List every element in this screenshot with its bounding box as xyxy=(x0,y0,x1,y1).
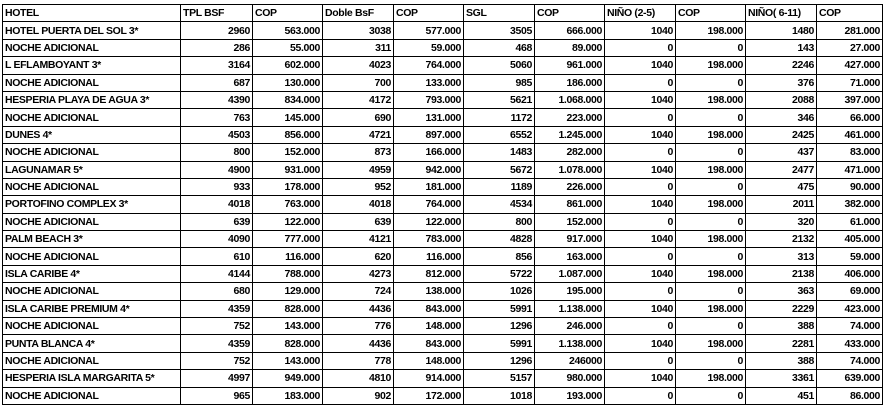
nino-2-5-cop-cell[interactable]: 198.000 xyxy=(676,126,746,143)
sgl-cop-cell[interactable]: 1.138.000 xyxy=(535,335,605,352)
sgl-cell[interactable]: 5991 xyxy=(464,300,535,317)
header-row xyxy=(3,5,883,22)
nino-2-5-cop-cell[interactable]: 198.000 xyxy=(676,370,746,387)
tpl-cop-cell[interactable]: 602.000 xyxy=(253,57,323,74)
hotel-cell[interactable]: NOCHE ADICIONAL xyxy=(3,74,181,91)
doble-bsf-cell[interactable]: 639 xyxy=(323,213,394,230)
sgl-cell[interactable]: 1172 xyxy=(464,109,535,126)
sgl-cell[interactable]: 800 xyxy=(464,213,535,230)
hotel-cell[interactable]: NOCHE ADICIONAL xyxy=(3,178,181,195)
tpl-bsf-cell[interactable]: 3164 xyxy=(181,57,253,74)
nino-2-5-cell[interactable]: 1040 xyxy=(605,196,676,213)
tpl-bsf-cell[interactable]: 752 xyxy=(181,318,253,335)
nino-2-5-cell[interactable]: 0 xyxy=(605,109,676,126)
hotel-cell[interactable]: NOCHE ADICIONAL xyxy=(3,352,181,369)
nino-2-5-cell[interactable]: 0 xyxy=(605,248,676,265)
tpl-bsf-cell[interactable]: 965 xyxy=(181,387,253,404)
tpl-cop-cell[interactable]: 116.000 xyxy=(253,248,323,265)
doble-bsf-cell[interactable]: 4018 xyxy=(323,196,394,213)
nino-2-5-cop-cell[interactable]: 198.000 xyxy=(676,91,746,108)
sgl-cell[interactable]: 4534 xyxy=(464,196,535,213)
tpl-bsf-cell[interactable]: 752 xyxy=(181,352,253,369)
sgl-cop-cell[interactable]: 666.000 xyxy=(535,22,605,39)
tpl-bsf-cell[interactable]: 763 xyxy=(181,109,253,126)
tpl-bsf-cell[interactable]: 800 xyxy=(181,144,253,161)
sgl-cop-cell[interactable]: 961.000 xyxy=(535,57,605,74)
sgl-cop-cell[interactable]: 282.000 xyxy=(535,144,605,161)
tpl-cop-cell[interactable]: 183.000 xyxy=(253,387,323,404)
nino-2-5-cop-cell[interactable]: 0 xyxy=(676,178,746,195)
tpl-bsf-cell[interactable]: 286 xyxy=(181,39,253,56)
sgl-cop-cell[interactable]: 980.000 xyxy=(535,370,605,387)
sgl-cell[interactable]: 4828 xyxy=(464,231,535,248)
sgl-cell[interactable]: 1026 xyxy=(464,283,535,300)
tpl-bsf-cell[interactable]: 639 xyxy=(181,213,253,230)
hotel-cell[interactable]: NOCHE ADICIONAL xyxy=(3,109,181,126)
doble-bsf-cell[interactable]: 4172 xyxy=(323,91,394,108)
nino-2-5-cell[interactable]: 1040 xyxy=(605,265,676,282)
tpl-bsf-cell[interactable]: 2960 xyxy=(181,22,253,39)
tpl-cop-cell[interactable]: 152.000 xyxy=(253,144,323,161)
nino-2-5-cop-cell[interactable]: 198.000 xyxy=(676,57,746,74)
doble-bsf-cell[interactable]: 873 xyxy=(323,144,394,161)
tpl-cop-cell[interactable]: 777.000 xyxy=(253,231,323,248)
nino-6-11-cell[interactable]: 376 xyxy=(746,74,817,91)
sgl-cop-cell[interactable]: 1.138.000 xyxy=(535,300,605,317)
nino-2-5-cell[interactable]: 0 xyxy=(605,387,676,404)
nino-6-11-cop-cell[interactable]: 74.000 xyxy=(817,352,883,369)
header-sgl[interactable]: SGL xyxy=(464,5,535,22)
header-nino-2-5-cop[interactable]: COP xyxy=(676,5,746,22)
doble-cop-cell[interactable]: 148.000 xyxy=(394,352,464,369)
tpl-cop-cell[interactable]: 129.000 xyxy=(253,283,323,300)
doble-bsf-cell[interactable]: 4121 xyxy=(323,231,394,248)
tpl-bsf-cell[interactable]: 4359 xyxy=(181,300,253,317)
nino-2-5-cell[interactable]: 0 xyxy=(605,283,676,300)
table-row xyxy=(3,387,883,404)
doble-bsf-cell[interactable]: 311 xyxy=(323,39,394,56)
doble-cop-cell[interactable]: 577.000 xyxy=(394,22,464,39)
doble-cop-cell[interactable]: 122.000 xyxy=(394,213,464,230)
hotel-cell[interactable]: PALM BEACH 3* xyxy=(3,231,181,248)
doble-bsf-cell[interactable]: 952 xyxy=(323,178,394,195)
hotel-cell[interactable]: HOTEL PUERTA DEL SOL 3* xyxy=(3,22,181,39)
doble-bsf-cell[interactable]: 4810 xyxy=(323,370,394,387)
hotel-cell[interactable]: NOCHE ADICIONAL xyxy=(3,213,181,230)
doble-cop-cell[interactable]: 148.000 xyxy=(394,318,464,335)
doble-cop-cell[interactable]: 116.000 xyxy=(394,248,464,265)
sgl-cell[interactable]: 5621 xyxy=(464,91,535,108)
nino-6-11-cell[interactable]: 2132 xyxy=(746,231,817,248)
nino-6-11-cop-cell[interactable]: 74.000 xyxy=(817,318,883,335)
tpl-bsf-cell[interactable]: 4144 xyxy=(181,265,253,282)
tpl-cop-cell[interactable]: 55.000 xyxy=(253,39,323,56)
nino-6-11-cop-cell[interactable]: 427.000 xyxy=(817,57,883,74)
nino-2-5-cell[interactable]: 1040 xyxy=(605,161,676,178)
hotel-cell[interactable]: NOCHE ADICIONAL xyxy=(3,318,181,335)
doble-bsf-cell[interactable]: 778 xyxy=(323,352,394,369)
sgl-cop-cell[interactable]: 152.000 xyxy=(535,213,605,230)
table-row xyxy=(3,196,883,213)
nino-6-11-cop-cell[interactable]: 382.000 xyxy=(817,196,883,213)
nino-2-5-cell[interactable]: 0 xyxy=(605,74,676,91)
nino-2-5-cop-cell[interactable]: 0 xyxy=(676,39,746,56)
sgl-cop-cell[interactable]: 89.000 xyxy=(535,39,605,56)
header-nino-6-11[interactable]: NIÑO( 6-11) xyxy=(746,5,817,22)
sgl-cell[interactable]: 5722 xyxy=(464,265,535,282)
sgl-cop-cell[interactable]: 1.087.000 xyxy=(535,265,605,282)
tpl-cop-cell[interactable]: 143.000 xyxy=(253,352,323,369)
sgl-cop-cell[interactable]: 246000 xyxy=(535,352,605,369)
sgl-cell[interactable]: 468 xyxy=(464,39,535,56)
tpl-bsf-cell[interactable]: 4997 xyxy=(181,370,253,387)
doble-cop-cell[interactable]: 131.000 xyxy=(394,109,464,126)
nino-2-5-cop-cell[interactable]: 198.000 xyxy=(676,161,746,178)
doble-cop-cell[interactable]: 59.000 xyxy=(394,39,464,56)
tpl-cop-cell[interactable]: 949.000 xyxy=(253,370,323,387)
sgl-cop-cell[interactable]: 163.000 xyxy=(535,248,605,265)
sgl-cell[interactable]: 1483 xyxy=(464,144,535,161)
tpl-bsf-cell[interactable]: 933 xyxy=(181,178,253,195)
nino-2-5-cop-cell[interactable]: 0 xyxy=(676,109,746,126)
nino-6-11-cell[interactable]: 2246 xyxy=(746,57,817,74)
hotel-cell[interactable]: NOCHE ADICIONAL xyxy=(3,387,181,404)
tpl-bsf-cell[interactable]: 4090 xyxy=(181,231,253,248)
doble-cop-cell[interactable]: 897.000 xyxy=(394,126,464,143)
sgl-cell[interactable]: 5157 xyxy=(464,370,535,387)
table-row xyxy=(3,248,883,265)
sgl-cell[interactable]: 5991 xyxy=(464,335,535,352)
tpl-cop-cell[interactable]: 143.000 xyxy=(253,318,323,335)
sgl-cell[interactable]: 5672 xyxy=(464,161,535,178)
hotel-cell[interactable]: HESPERIA PLAYA DE AGUA 3* xyxy=(3,91,181,108)
sgl-cop-cell[interactable]: 1.245.000 xyxy=(535,126,605,143)
tpl-bsf-cell[interactable]: 4359 xyxy=(181,335,253,352)
nino-2-5-cop-cell[interactable]: 0 xyxy=(676,352,746,369)
doble-bsf-cell[interactable]: 620 xyxy=(323,248,394,265)
table-row xyxy=(3,144,883,161)
table-row xyxy=(3,283,883,300)
sgl-cell[interactable]: 985 xyxy=(464,74,535,91)
sgl-cop-cell[interactable]: 186.000 xyxy=(535,74,605,91)
doble-bsf-cell[interactable]: 4721 xyxy=(323,126,394,143)
nino-2-5-cell[interactable]: 1040 xyxy=(605,57,676,74)
nino-2-5-cell[interactable]: 0 xyxy=(605,352,676,369)
nino-6-11-cop-cell[interactable]: 83.000 xyxy=(817,144,883,161)
header-sgl-cop[interactable]: COP xyxy=(535,5,605,22)
nino-6-11-cell[interactable]: 363 xyxy=(746,283,817,300)
nino-6-11-cop-cell[interactable]: 281.000 xyxy=(817,22,883,39)
nino-2-5-cell[interactable]: 0 xyxy=(605,318,676,335)
nino-6-11-cop-cell[interactable]: 406.000 xyxy=(817,265,883,282)
sgl-cop-cell[interactable]: 226.000 xyxy=(535,178,605,195)
table-row xyxy=(3,161,883,178)
hotel-cell[interactable]: NOCHE ADICIONAL xyxy=(3,283,181,300)
doble-bsf-cell[interactable]: 776 xyxy=(323,318,394,335)
tpl-cop-cell[interactable]: 145.000 xyxy=(253,109,323,126)
nino-6-11-cell[interactable]: 2281 xyxy=(746,335,817,352)
doble-cop-cell[interactable]: 172.000 xyxy=(394,387,464,404)
table-row xyxy=(3,335,883,352)
nino-2-5-cop-cell[interactable]: 0 xyxy=(676,283,746,300)
doble-cop-cell[interactable]: 812.000 xyxy=(394,265,464,282)
nino-2-5-cop-cell[interactable]: 0 xyxy=(676,213,746,230)
tpl-cop-cell[interactable]: 931.000 xyxy=(253,161,323,178)
header-doble-cop[interactable]: COP xyxy=(394,5,464,22)
nino-2-5-cop-cell[interactable]: 198.000 xyxy=(676,265,746,282)
nino-6-11-cell[interactable]: 346 xyxy=(746,109,817,126)
sgl-cop-cell[interactable]: 223.000 xyxy=(535,109,605,126)
table-row xyxy=(3,57,883,74)
header-doble-bsf[interactable]: Doble BsF xyxy=(323,5,394,22)
nino-6-11-cell[interactable]: 388 xyxy=(746,318,817,335)
tpl-bsf-cell[interactable]: 4390 xyxy=(181,91,253,108)
doble-bsf-cell[interactable]: 3038 xyxy=(323,22,394,39)
tpl-cop-cell[interactable]: 828.000 xyxy=(253,335,323,352)
spreadsheet-area xyxy=(2,4,883,405)
tpl-cop-cell[interactable]: 178.000 xyxy=(253,178,323,195)
doble-cop-cell[interactable]: 843.000 xyxy=(394,300,464,317)
nino-2-5-cell[interactable]: 1040 xyxy=(605,231,676,248)
table-row xyxy=(3,231,883,248)
doble-bsf-cell[interactable]: 4273 xyxy=(323,265,394,282)
nino-2-5-cell[interactable]: 0 xyxy=(605,39,676,56)
table-row xyxy=(3,74,883,91)
sgl-cop-cell[interactable]: 193.000 xyxy=(535,387,605,404)
nino-6-11-cell[interactable]: 2425 xyxy=(746,126,817,143)
nino-2-5-cop-cell[interactable]: 198.000 xyxy=(676,231,746,248)
tpl-cop-cell[interactable]: 763.000 xyxy=(253,196,323,213)
nino-6-11-cell[interactable]: 313 xyxy=(746,248,817,265)
tpl-bsf-cell[interactable]: 4900 xyxy=(181,161,253,178)
hotel-cell[interactable]: ISLA CARIBE 4* xyxy=(3,265,181,282)
hotel-cell[interactable]: ISLA CARIBE PREMIUM 4* xyxy=(3,300,181,317)
doble-cop-cell[interactable]: 166.000 xyxy=(394,144,464,161)
nino-2-5-cell[interactable]: 1040 xyxy=(605,22,676,39)
nino-6-11-cop-cell[interactable]: 461.000 xyxy=(817,126,883,143)
nino-6-11-cop-cell[interactable]: 423.000 xyxy=(817,300,883,317)
nino-2-5-cell[interactable]: 0 xyxy=(605,144,676,161)
nino-6-11-cell[interactable]: 143 xyxy=(746,39,817,56)
nino-6-11-cop-cell[interactable]: 397.000 xyxy=(817,91,883,108)
nino-6-11-cop-cell[interactable]: 86.000 xyxy=(817,387,883,404)
table-row xyxy=(3,178,883,195)
hotel-cell[interactable]: HESPERIA ISLA MARGARITA 5* xyxy=(3,370,181,387)
table-row xyxy=(3,39,883,56)
doble-bsf-cell[interactable]: 4959 xyxy=(323,161,394,178)
nino-6-11-cell[interactable]: 320 xyxy=(746,213,817,230)
nino-6-11-cop-cell[interactable]: 61.000 xyxy=(817,213,883,230)
nino-6-11-cop-cell[interactable]: 433.000 xyxy=(817,335,883,352)
doble-bsf-cell[interactable]: 4436 xyxy=(323,300,394,317)
sgl-cop-cell[interactable]: 246.000 xyxy=(535,318,605,335)
doble-cop-cell[interactable]: 764.000 xyxy=(394,196,464,213)
sgl-cell[interactable]: 1296 xyxy=(464,352,535,369)
nino-2-5-cop-cell[interactable]: 0 xyxy=(676,74,746,91)
header-hotel[interactable]: HOTEL xyxy=(3,5,181,22)
nino-6-11-cop-cell[interactable]: 69.000 xyxy=(817,283,883,300)
table-row xyxy=(3,300,883,317)
header-tpl-cop[interactable]: COP xyxy=(253,5,323,22)
sgl-cell[interactable]: 1189 xyxy=(464,178,535,195)
table-row xyxy=(3,109,883,126)
nino-2-5-cell[interactable]: 0 xyxy=(605,213,676,230)
nino-6-11-cell[interactable]: 1480 xyxy=(746,22,817,39)
doble-cop-cell[interactable]: 138.000 xyxy=(394,283,464,300)
nino-2-5-cop-cell[interactable]: 0 xyxy=(676,248,746,265)
nino-6-11-cell[interactable]: 437 xyxy=(746,144,817,161)
hotel-cell[interactable]: PORTOFINO COMPLEX 3* xyxy=(3,196,181,213)
hotel-cell[interactable]: DUNES 4* xyxy=(3,126,181,143)
nino-2-5-cell[interactable]: 1040 xyxy=(605,300,676,317)
doble-bsf-cell[interactable]: 724 xyxy=(323,283,394,300)
sgl-cop-cell[interactable]: 1.068.000 xyxy=(535,91,605,108)
nino-6-11-cop-cell[interactable]: 90.000 xyxy=(817,178,883,195)
nino-6-11-cell[interactable]: 2088 xyxy=(746,91,817,108)
sgl-cop-cell[interactable]: 917.000 xyxy=(535,231,605,248)
nino-6-11-cop-cell[interactable]: 27.000 xyxy=(817,39,883,56)
nino-6-11-cell[interactable]: 475 xyxy=(746,178,817,195)
nino-2-5-cop-cell[interactable]: 198.000 xyxy=(676,300,746,317)
nino-2-5-cop-cell[interactable]: 0 xyxy=(676,144,746,161)
header-nino-2-5[interactable]: NIÑO (2-5) xyxy=(605,5,676,22)
hotel-cell[interactable]: NOCHE ADICIONAL xyxy=(3,39,181,56)
hotel-cell[interactable]: NOCHE ADICIONAL xyxy=(3,144,181,161)
sgl-cop-cell[interactable]: 195.000 xyxy=(535,283,605,300)
doble-cop-cell[interactable]: 843.000 xyxy=(394,335,464,352)
nino-2-5-cell[interactable]: 0 xyxy=(605,178,676,195)
hotel-cell[interactable]: L EFLAMBOYANT 3* xyxy=(3,57,181,74)
tpl-bsf-cell[interactable]: 4503 xyxy=(181,126,253,143)
nino-6-11-cell[interactable]: 2477 xyxy=(746,161,817,178)
table-row xyxy=(3,265,883,282)
table-row xyxy=(3,318,883,335)
sgl-cop-cell[interactable]: 1.078.000 xyxy=(535,161,605,178)
doble-bsf-cell[interactable]: 700 xyxy=(323,74,394,91)
tpl-bsf-cell[interactable]: 680 xyxy=(181,283,253,300)
nino-6-11-cell[interactable]: 451 xyxy=(746,387,817,404)
tpl-bsf-cell[interactable]: 4018 xyxy=(181,196,253,213)
doble-cop-cell[interactable]: 181.000 xyxy=(394,178,464,195)
table-row xyxy=(3,126,883,143)
doble-cop-cell[interactable]: 764.000 xyxy=(394,57,464,74)
doble-cop-cell[interactable]: 942.000 xyxy=(394,161,464,178)
doble-cop-cell[interactable]: 133.000 xyxy=(394,74,464,91)
doble-cop-cell[interactable]: 914.000 xyxy=(394,370,464,387)
sgl-cell[interactable]: 5060 xyxy=(464,57,535,74)
tpl-cop-cell[interactable]: 834.000 xyxy=(253,91,323,108)
sgl-cell[interactable]: 1296 xyxy=(464,318,535,335)
table-row xyxy=(3,22,883,39)
nino-2-5-cell[interactable]: 1040 xyxy=(605,91,676,108)
hotel-rates-table xyxy=(2,4,883,405)
hotel-cell[interactable]: LAGUNAMAR 5* xyxy=(3,161,181,178)
tpl-bsf-cell[interactable]: 687 xyxy=(181,74,253,91)
hotel-cell[interactable]: NOCHE ADICIONAL xyxy=(3,248,181,265)
nino-6-11-cell[interactable]: 2011 xyxy=(746,196,817,213)
header-nino-6-11-cop[interactable]: COP xyxy=(817,5,883,22)
nino-6-11-cop-cell[interactable]: 66.000 xyxy=(817,109,883,126)
sgl-cell[interactable]: 3505 xyxy=(464,22,535,39)
header-tpl-bsf[interactable]: TPL BSF xyxy=(181,5,253,22)
tpl-cop-cell[interactable]: 788.000 xyxy=(253,265,323,282)
nino-6-11-cop-cell[interactable]: 405.000 xyxy=(817,231,883,248)
nino-6-11-cell[interactable]: 2229 xyxy=(746,300,817,317)
tpl-cop-cell[interactable]: 563.000 xyxy=(253,22,323,39)
table-body xyxy=(3,22,883,405)
table-row xyxy=(3,213,883,230)
doble-bsf-cell[interactable]: 690 xyxy=(323,109,394,126)
nino-2-5-cell[interactable]: 1040 xyxy=(605,126,676,143)
table-row xyxy=(3,352,883,369)
nino-2-5-cell[interactable]: 1040 xyxy=(605,335,676,352)
nino-2-5-cop-cell[interactable]: 0 xyxy=(676,318,746,335)
nino-2-5-cop-cell[interactable]: 0 xyxy=(676,387,746,404)
nino-6-11-cop-cell[interactable]: 71.000 xyxy=(817,74,883,91)
nino-6-11-cell[interactable]: 2138 xyxy=(746,265,817,282)
sgl-cell[interactable]: 856 xyxy=(464,248,535,265)
nino-6-11-cop-cell[interactable]: 59.000 xyxy=(817,248,883,265)
table-row xyxy=(3,370,883,387)
tpl-cop-cell[interactable]: 856.000 xyxy=(253,126,323,143)
table-row xyxy=(3,91,883,108)
tpl-cop-cell[interactable]: 828.000 xyxy=(253,300,323,317)
doble-cop-cell[interactable]: 783.000 xyxy=(394,231,464,248)
doble-bsf-cell[interactable]: 4023 xyxy=(323,57,394,74)
nino-2-5-cell[interactable]: 1040 xyxy=(605,370,676,387)
nino-2-5-cop-cell[interactable]: 198.000 xyxy=(676,196,746,213)
nino-6-11-cell[interactable]: 388 xyxy=(746,352,817,369)
doble-bsf-cell[interactable]: 4436 xyxy=(323,335,394,352)
hotel-cell[interactable]: PUNTA BLANCA 4* xyxy=(3,335,181,352)
nino-6-11-cop-cell[interactable]: 639.000 xyxy=(817,370,883,387)
nino-6-11-cell[interactable]: 3361 xyxy=(746,370,817,387)
tpl-cop-cell[interactable]: 130.000 xyxy=(253,74,323,91)
sgl-cell[interactable]: 1018 xyxy=(464,387,535,404)
tpl-cop-cell[interactable]: 122.000 xyxy=(253,213,323,230)
nino-2-5-cop-cell[interactable]: 198.000 xyxy=(676,335,746,352)
tpl-bsf-cell[interactable]: 610 xyxy=(181,248,253,265)
sgl-cop-cell[interactable]: 861.000 xyxy=(535,196,605,213)
doble-bsf-cell[interactable]: 902 xyxy=(323,387,394,404)
nino-6-11-cop-cell[interactable]: 471.000 xyxy=(817,161,883,178)
nino-2-5-cop-cell[interactable]: 198.000 xyxy=(676,22,746,39)
doble-cop-cell[interactable]: 793.000 xyxy=(394,91,464,108)
sgl-cell[interactable]: 6552 xyxy=(464,126,535,143)
